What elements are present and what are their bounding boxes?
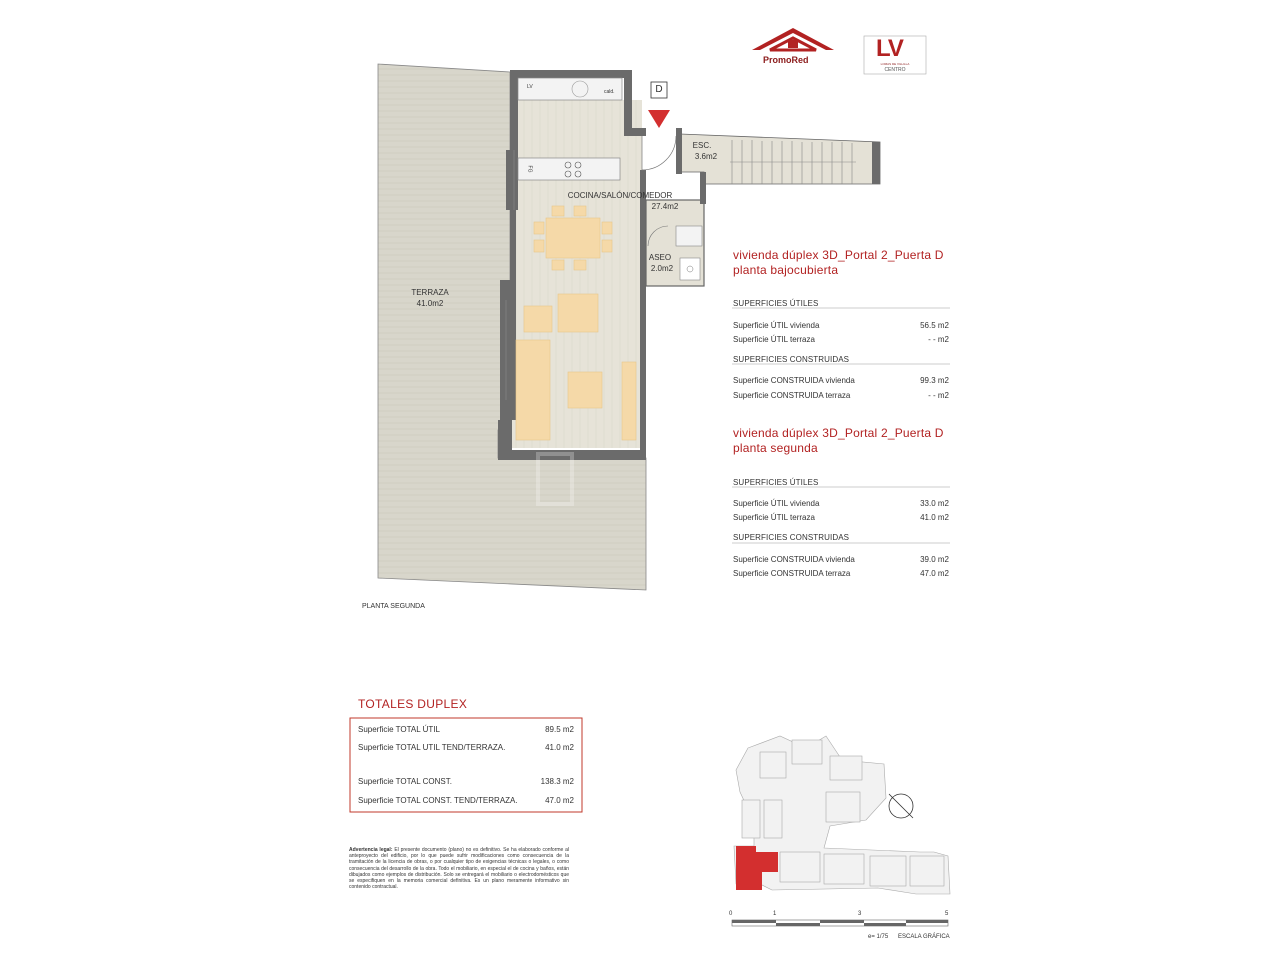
- room-stairs-name: ESC.: [692, 141, 712, 150]
- scale-tick-5: 5: [945, 911, 949, 917]
- section2-title-line2: planta segunda: [733, 441, 818, 455]
- totals-row-label: Superficie TOTAL CONST.: [358, 777, 452, 786]
- section2-utiles-head: SUPERFICIES ÚTILES: [733, 478, 819, 487]
- section1-utiles-head: SUPERFICIES ÚTILES: [733, 299, 819, 308]
- scale-tick-3: 3: [858, 911, 862, 917]
- section1-constr-row-label: Superficie CONSTRUIDA terraza: [733, 391, 851, 400]
- scale-label: ESCALA GRÁFICA: [898, 934, 950, 940]
- fixture-fg: FG: [526, 165, 533, 173]
- totals-row-label: Superficie TOTAL UTIL TEND/TERRAZA.: [358, 743, 506, 752]
- section1-constr-row-value: - - m2: [928, 391, 949, 400]
- totals-title: TOTALES DUPLEX: [358, 697, 468, 711]
- legal-warning: [349, 847, 569, 890]
- scale-bar: [732, 920, 948, 926]
- totals-row-value: 47.0 m2: [545, 796, 574, 805]
- section2-constr-row-value: 47.0 m2: [920, 569, 949, 578]
- legal-body: El presente documento (plano) no es definitivo. Se ha elaborado conforme al anteproyecto del edificio, por lo que puede sufrir modificaciones como consecuencia de la tramitación de la licencia de obras, o por cualquier tipo de exigencias técnicas o legales, o como consecuencia del desarrollo de la obra. Todo el mobiliario, en especial el de cocina y baños, están dibujados como ejemplos de distribución. Solo se entregará el mobiliario o electrodomésticos que se especifiquen en la memoria comercial definitiva. Es un plano meramente informativo sin contenido contractual.: [349, 847, 570, 891]
- floor-caption: PLANTA SEGUNDA: [362, 603, 425, 610]
- section1-constr-head: SUPERFICIES CONSTRUIDAS: [733, 355, 850, 364]
- section2-constr-row-value: 39.0 m2: [920, 555, 949, 564]
- legal-heading: Advertencia legal:: [349, 847, 393, 853]
- north-compass-icon: [889, 794, 913, 818]
- scale-ratio: e= 1/75: [868, 934, 889, 940]
- section1-title-line1: vivienda dúplex 3D_Portal 2_Puerta D: [733, 248, 944, 262]
- toilet-room: [646, 200, 704, 286]
- section2-utiles-row-label: Superficie ÚTIL vivienda: [733, 499, 820, 508]
- lv-logo-mark: LV: [876, 35, 903, 62]
- section1-constr-row-label: Superficie CONSTRUIDA vivienda: [733, 376, 855, 385]
- fixture-lv: LV: [527, 84, 533, 90]
- section2-constr-row-label: Superficie CONSTRUIDA terraza: [733, 569, 851, 578]
- section1-utiles-row-value: 56.5 m2: [920, 321, 949, 330]
- room-toilet-name: ASEO: [648, 253, 672, 262]
- totals-row-label: Superficie TOTAL CONST. TEND/TERRAZA.: [358, 796, 518, 805]
- room-toilet-area: 2.0m2: [650, 264, 674, 273]
- entry-door: [642, 136, 676, 170]
- scale-tick-0: 0: [729, 911, 733, 917]
- lv-logo-tagline: LOMAS DE VILLILLA: [880, 62, 910, 66]
- section1-title-line2: planta bajocubierta: [733, 263, 839, 277]
- lv-logo-sub: CENTRO: [884, 67, 906, 73]
- section2-utiles-row-label: Superficie ÚTIL terraza: [733, 513, 815, 522]
- promored-logo-text: PromoRed: [763, 55, 809, 65]
- section1-utiles-row-label: Superficie ÚTIL vivienda: [733, 321, 820, 330]
- section1-utiles-row-label: Superficie ÚTIL terraza: [733, 335, 815, 344]
- room-stairs-area: 3.6m2: [694, 152, 718, 161]
- totals-row-value: 89.5 m2: [545, 725, 574, 734]
- room-living-name: COCINA/SALÓN/COMEDOR: [567, 191, 673, 200]
- room-living-area: 27.4m2: [651, 202, 679, 211]
- scale-tick-1: 1: [773, 911, 777, 917]
- section2-constr-head: SUPERFICIES CONSTRUIDAS: [733, 533, 850, 542]
- room-terrace-name: TERRAZA: [411, 288, 449, 297]
- section2-utiles-row-value: 41.0 m2: [920, 513, 949, 522]
- door-label: D: [655, 84, 663, 95]
- fixture-cald: cald.: [604, 89, 615, 95]
- section1-utiles-row-value: - - m2: [928, 335, 949, 344]
- section1-constr-row-value: 99.3 m2: [920, 376, 949, 385]
- section2-constr-row-label: Superficie CONSTRUIDA vivienda: [733, 555, 855, 564]
- promored-house-logo: [752, 28, 834, 50]
- section2-title-line1: vivienda dúplex 3D_Portal 2_Puerta D: [733, 426, 944, 440]
- totals-row-value: 41.0 m2: [545, 743, 574, 752]
- room-terrace-area: 41.0m2: [416, 299, 444, 308]
- totals-row-label: Superficie TOTAL ÚTIL: [358, 725, 440, 734]
- totals-row-value: 138.3 m2: [540, 777, 574, 786]
- section2-utiles-row-value: 33.0 m2: [920, 499, 949, 508]
